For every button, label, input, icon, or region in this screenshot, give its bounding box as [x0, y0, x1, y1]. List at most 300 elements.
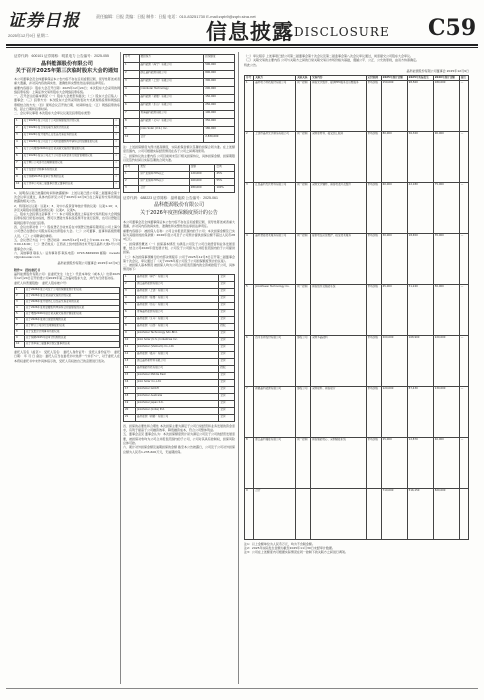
table-cell: 全资 — [219, 281, 235, 288]
table-cell: 2 — [124, 281, 136, 288]
table-cell — [296, 488, 311, 539]
table-cell: 江西晶科光伏材料有限公司 — [254, 182, 296, 233]
table-row — [245, 488, 469, 539]
attachment-footer: 委托人签名（盖章）： 受托人签名： 委托人身份证号： 受托人身份证号： 委托日期： 年 月 日 备注：委托人应当在委托书中选择一个并打“√”，对于委托人在本授权委托书中未作具体指示的，受托人有权按自己的意愿进行表决。 — [14, 350, 120, 363]
table-cell: 180,000 — [204, 127, 235, 135]
guarantee-notes — [123, 145, 235, 162]
announcement-related-transactions — [244, 54, 469, 694]
table-cell: 80,000 — [381, 131, 407, 182]
table-cell: JinkoPower Technology Co. — [254, 284, 296, 335]
table-row — [124, 379, 235, 386]
table-row — [124, 365, 235, 372]
paragraph: 注：上述担保额度为预计最高额度，实际担保金额以签署的担保合同为准。在上述额度范围内，公司可根据实际经营情况在各子公司之间调剂使用。 — [123, 145, 235, 154]
column-divider — [238, 52, 239, 684]
table-cell: 50,000 — [433, 284, 459, 335]
table-cell: 青海晶科能源有限公司 — [139, 111, 204, 119]
table-cell: 浙江晶科储能有限公司 — [254, 437, 296, 488]
table-row — [124, 79, 235, 87]
table-header-cell: 交易内容 — [311, 76, 367, 80]
table-cell: 全资 — [219, 386, 235, 393]
table-cell: √ — [114, 132, 120, 139]
table-cell: 晶科能源（楚雄）有限公司 — [136, 295, 219, 302]
table-cell: 同一控制 — [296, 233, 311, 284]
table-cell: JinkoSolar Japan K.K. — [136, 400, 219, 407]
table-cell: 10 — [15, 181, 23, 188]
announcement-shareholder-meeting — [14, 54, 120, 674]
table-row — [15, 342, 120, 348]
table-row — [124, 71, 235, 79]
paragraph: 本公司董事会及全体董事保证本公告内容不存在任何虚假记载、误导性陈述或者重大遗漏，并对其内容的真实性、准确性和完整性依法承担法律责任。 — [14, 77, 120, 86]
table-cell: 晶科能源（上饶）有限公司 — [139, 79, 204, 87]
table-cell: Jinko Solar (U.S.) Industries Inc. — [136, 337, 219, 344]
table-row — [245, 335, 469, 386]
paragraph: 晶科能源股份有限公司：兹委托先生（女士）代表本单位（或本人）出席2025年12月24日召开的贵公司2025年第三次临时股东大会，并代为行使表决权。 — [14, 272, 120, 281]
announcement-body-2 — [14, 191, 120, 260]
table-cell: 6 — [124, 103, 140, 111]
paragraph: 委托人持普通股数： 委托人股东帐户号： — [14, 280, 69, 285]
table-cell: 4 — [124, 295, 136, 302]
table-cell — [459, 488, 468, 539]
table-cell: 全资 — [219, 351, 235, 358]
table-cell: 控股 — [219, 323, 235, 330]
table-cell: 8 — [124, 119, 140, 127]
table-cell: 晶科能源（新疆）有限公司 — [136, 414, 219, 421]
table-row — [124, 407, 235, 414]
paragraph: 一、担保情况概述（一）担保基本情况 为满足公司及子公司日常经营和业务发展需要，结合公司2026年度发展计划，公司及子公司拟为合并报表范围内的子公司提供担保。 — [123, 241, 235, 255]
table-row — [124, 103, 235, 111]
table-cell: 10 — [124, 337, 136, 344]
table-cell: 序号 — [124, 55, 140, 63]
table-row — [124, 295, 235, 302]
table-cell: JinkoSolar GmbH — [136, 386, 219, 393]
table-cell: 市场价格 — [366, 80, 381, 131]
table-cell: 1 — [15, 118, 23, 125]
table-cell: 同一控制 — [296, 284, 311, 335]
table-cell: 关于2026年度以公司及子公司自有资金进行现金管理的议案 — [22, 153, 114, 160]
table-cell: 5 — [15, 312, 25, 318]
table-row — [124, 186, 235, 193]
table-row — [245, 80, 469, 131]
table-cell: 晶科能源（乐山）有限公司 — [139, 103, 204, 111]
table-cell: 同一控制 — [296, 437, 311, 488]
table-cell: 关于修订公司部分治理制度的议案 — [24, 324, 119, 330]
table-cell: JinkoSolar (Vietnam) Co.,Ltd. — [136, 344, 219, 351]
table-cell: 4 — [15, 306, 25, 312]
table-cell: 销售储能电芯、采购储能系统 — [311, 437, 367, 488]
table-cell: 采购光伏辅材、销售电池片及组件 — [311, 182, 367, 233]
table-row — [15, 139, 120, 146]
table-cell: 全资 — [219, 309, 235, 316]
table-cell: 10 — [124, 135, 140, 143]
table-cell: 关于2026年度开展外汇衍生品交易业务的议案 — [22, 132, 114, 139]
table-row — [245, 437, 469, 488]
table-cell: 晶科能源（山西）有限公司 — [136, 323, 219, 330]
paragraph: 六、其他事项 联系人：证券事务部 联系电话：0793-8469699 邮箱：investor@jinkosolar.com — [14, 250, 120, 260]
table-cell: 全资 — [219, 330, 235, 337]
table-cell: 全资 — [219, 393, 235, 400]
table-row — [124, 414, 235, 421]
table-notes — [244, 542, 469, 555]
attachment-title: 附件1：授权委托书 — [14, 267, 41, 272]
table-cell: 1 — [245, 80, 254, 131]
table-cell: 5 — [245, 284, 254, 335]
table-cell: 关于2026年度进行现金管理的议案 — [24, 318, 119, 324]
table-cell: 同一控制 — [296, 131, 311, 182]
table-cell: 销售光伏组件、提供EPC服务及运维服务 — [311, 80, 367, 131]
table-cell: 浙江晶科能源有限公司 — [139, 71, 204, 79]
table-cell: 类型 — [139, 165, 189, 172]
table-row — [124, 165, 235, 172]
table-cell: 9 — [124, 330, 136, 337]
table-cell: 500,000 — [204, 63, 235, 71]
table-cell: 资产负债率70%以上 — [139, 172, 189, 179]
table-cell: 参股公司 — [296, 386, 311, 437]
table-cell: 全资 — [219, 316, 235, 323]
table-cell: 350,000 — [204, 119, 235, 127]
table-cell: 7 — [245, 386, 254, 437]
table-cell: 1 — [124, 274, 136, 281]
paragraph: 重要内容提示：股东大会召开日期：2025年12月24日；本次股东大会采用的网络投票系统：上海证券交易所股东大会网络投票系统。 — [14, 85, 120, 94]
table-cell: 150,000 — [381, 80, 407, 131]
table-row — [124, 316, 235, 323]
paragraph: 二、被担保人基本情况 被担保人均为公司合并报表范围内的全资或控股子公司，具体情况如下： — [123, 263, 235, 272]
table-cell: 被担保方 — [139, 55, 204, 63]
column-divider — [120, 52, 121, 684]
table-cell: 55% — [215, 179, 235, 186]
table-row — [245, 131, 469, 182]
paragraph: 注3：公司在上述额度内可根据实际情况在同一控制下的关联方之间进行调剂。 — [244, 550, 348, 555]
table-cell: 3 — [124, 186, 139, 193]
table-cell: 12 — [124, 351, 136, 358]
table-row — [124, 344, 235, 351]
table-cell: 控股 — [219, 365, 235, 372]
table-cell: 关于续聘2025年度审计机构的议案 — [22, 174, 114, 181]
table-cell: 2 — [15, 294, 25, 300]
paragraph: 本公司董事会及全体董事保证本公告内容不存在任何虚假记载、误导性陈述或者重大遗漏，并对其内容的真实性、准确性和完整性依法承担法律责任。 — [123, 220, 235, 229]
table-cell: 全资 — [219, 400, 235, 407]
stock-code-header: 证券代码：688223 证券简称：晶科能源 公告编号：2025-061 — [123, 196, 218, 201]
table-cell: 7 — [15, 160, 23, 167]
table-cell: 全资 — [219, 302, 235, 309]
paragraph: 1、说明各议案已披露的时间和披露媒体：上述议案已经公司第二届董事会第十次会议审议通过，具体内容详见公司于2025年12月9日在上海证券交易所网站披露的相关公告。 — [14, 190, 120, 204]
table-row — [124, 95, 235, 103]
table-cell: 2,830,000 — [204, 135, 235, 143]
table-cell: 比例 — [215, 165, 235, 172]
table-row — [124, 386, 235, 393]
table-cell: 四川永祥股份有限公司 — [254, 335, 296, 386]
table-cell: 168,900 — [407, 335, 433, 386]
table-cell: √ — [114, 174, 120, 181]
issue-date: 2025年12月9日 星期二 — [8, 33, 49, 38]
table-cell: 250,000 — [204, 103, 235, 111]
table-cell: 12,870 — [407, 437, 433, 488]
table-cell: 全资 — [219, 344, 235, 351]
table-cell: √ — [114, 139, 120, 146]
table-cell: 担保额度 — [204, 55, 235, 63]
table-cell: 6 — [15, 153, 23, 160]
table-row — [15, 160, 120, 167]
table-cell: 关于续聘2025年度审计机构的议案 — [24, 336, 119, 342]
table-cell: 同一控制 — [296, 80, 311, 131]
table-cell: 75,000 — [433, 182, 459, 233]
masthead-rule — [6, 44, 478, 46]
table-cell: 18,650 — [407, 233, 433, 284]
table-cell: 合计 — [139, 135, 204, 143]
table-cell: 晶科能源（义乌）有限公司 — [136, 316, 219, 323]
table-row — [15, 125, 120, 132]
masthead-meta: 责任编辑：日报 美编：日报 制作：日报 电话：010-83251730 E-mail:zqrb9@zqrb.sina.net — [96, 14, 256, 19]
table-cell — [311, 488, 367, 539]
table-cell: 45,000 — [381, 284, 407, 335]
table-cell: 7 — [15, 324, 25, 330]
paragraph: 2、特别决议议案：议案1；3、对中小投资者单独计票的议案：议案1-10；4、涉及关联股东回避表决的议案：议案2、议案5。 — [14, 203, 120, 212]
table-cell: √ — [114, 167, 120, 174]
table-row — [124, 351, 235, 358]
paragraph: （三）关联交易的主要内容 公司与关联方之间的日常关联交易以市场价格为基础，遵循公平、公正、公允的原则，由双方协商确定。 — [244, 58, 419, 63]
stock-code-header: 证券代码：600101 证券简称：明星电力 公告编号：2025-055 — [14, 54, 109, 58]
signature: 晶科能源股份有限公司董事会 2025年12月9日 — [57, 261, 120, 266]
table-cell: 资产负债率70%以下 — [139, 179, 189, 186]
table-header-cell: 2025年预计金额 — [381, 76, 407, 80]
table-cell: 晶科能源（上饶）有限公司 — [136, 288, 219, 295]
table-cell: 序号 — [124, 165, 139, 172]
table-cell: 31,240 — [407, 284, 433, 335]
table-cell: 120,000 — [189, 172, 215, 179]
table-cell: 全资 — [219, 274, 235, 281]
newspaper-logo: 证券日报 — [8, 11, 80, 31]
table-row — [124, 111, 235, 119]
table-cell: 晶科能源（海宁）有限公司 — [139, 63, 204, 71]
table-cell: 1 — [124, 63, 140, 71]
table-cell: 关于2026年度日常关联交易预计的议案 — [22, 125, 114, 132]
table-header-cell: 序号 — [245, 76, 254, 80]
table-cell: 8 — [15, 330, 25, 336]
table-cell: 60,000 — [381, 182, 407, 233]
table-cell: 新疆晶科能源有限公司 — [254, 386, 296, 437]
table-cell: 关于2026年度日常关联交易预计的议案 — [24, 294, 119, 300]
table-row — [124, 358, 235, 365]
table-cell: 关于2026年度开展外汇衍生品交易业务的议案 — [24, 300, 119, 306]
table-cell: 6 — [124, 309, 136, 316]
table-row — [124, 274, 235, 281]
page-bottom-rule — [6, 688, 478, 689]
announcement-title: 关于2026年度担保额度预计的公告 — [140, 210, 218, 217]
table-cell: 45% — [215, 172, 235, 179]
table-cell: 220,000 — [433, 335, 459, 386]
table-row — [124, 281, 235, 288]
table-row — [15, 181, 120, 188]
table-cell: — — [459, 233, 468, 284]
table-row — [124, 119, 235, 127]
table-cell: — — [459, 182, 468, 233]
table-row — [124, 127, 235, 135]
table-cell: 35,000 — [433, 233, 459, 284]
table-cell: 全资 — [219, 358, 235, 365]
table-cell: 18 — [124, 393, 136, 400]
table-cell: 1 — [15, 288, 25, 294]
table-cell: 市场价格 — [366, 335, 381, 386]
table-row — [245, 284, 469, 335]
table-cell: Jinko Solar (U.S.) Inc. — [139, 127, 204, 135]
table-cell: — — [459, 335, 468, 386]
table-cell: 9 — [124, 127, 140, 135]
table-cell: 采购原材料、接受加工服务 — [311, 131, 367, 182]
table-cell: 市场价格 — [366, 182, 381, 233]
table-row — [124, 372, 235, 379]
table-cell: 6 — [245, 335, 254, 386]
table-cell: 8 — [245, 437, 254, 488]
announcement-guarantee — [123, 54, 235, 674]
table-cell: 2 — [124, 179, 139, 186]
table-cell: 56,320 — [407, 131, 433, 182]
table-cell: 3 — [124, 79, 140, 87]
table-cell: 销售组件及储能系统 — [311, 284, 367, 335]
table-cell: 120,000 — [381, 386, 407, 437]
table-cell: 关于2026年度向金融机构申请综合授信额度的议案 — [24, 306, 119, 312]
table-cell: 市场价格 — [366, 131, 381, 182]
table-cell: 200,000 — [381, 335, 407, 386]
table-cell: Jinko Solar Co.,Ltd. — [136, 379, 219, 386]
table-cell: 516,150 — [407, 488, 433, 539]
masthead-rule-thin — [6, 47, 478, 48]
table-cell: JinkoSolar Australia — [136, 393, 219, 400]
table-cell: 21 — [124, 414, 136, 421]
announcement-body — [244, 54, 469, 67]
table-cell: 关于增加2026年度日常关联交易预计额度的议案 — [24, 312, 119, 318]
table-row — [124, 55, 235, 63]
table-cell: 820,000 — [433, 488, 459, 539]
table-cell: 金额 — [189, 165, 215, 172]
table-cell: √ — [114, 146, 120, 153]
paragraph: 三、股东大会投票注意事项（一）本公司股东通过上海证券交易所股东大会网络投票系统行使表决权的，既可以登陆交易系统投票平台进行投票，也可以登陆互联网投票平台进行投票。 — [14, 212, 120, 225]
paragraph: 注2：2025年实际发生金额为截至2025年11月30日未经审计数据。 — [244, 546, 335, 550]
table-cell: 5 — [15, 146, 23, 153]
table-cell: √ — [114, 160, 120, 167]
table-cell: 25,000 — [381, 437, 407, 488]
table-cell: 晶科能源（乐山）有限公司 — [136, 302, 219, 309]
section-title: 信息披露 — [206, 20, 294, 44]
table-cell: 同一控制 — [296, 182, 311, 233]
table-cell: 全资 — [219, 414, 235, 421]
announcement-body-2 — [123, 424, 235, 454]
table-cell: 全资 — [219, 288, 235, 295]
table-cell: 16 — [124, 379, 136, 386]
table-cell: — — [459, 437, 468, 488]
table-cell: 3 — [245, 182, 254, 233]
table-row — [245, 233, 469, 284]
table-row — [124, 179, 235, 186]
section-title-en: DISCLOSURE — [294, 25, 390, 39]
table-row — [124, 288, 235, 295]
table-row — [124, 172, 235, 179]
company-name: 晶科能源股份有限公司 — [153, 202, 204, 209]
table-cell: JinkoSolar (India) Pvt. — [136, 407, 219, 414]
table-cell: 4 — [245, 233, 254, 284]
table-cell: 市场价格 — [366, 386, 381, 437]
table-row — [124, 330, 235, 337]
table-cell: JinkoSolar Technology Sdn.Bhd. — [136, 330, 219, 337]
table-cell: 300,000 — [204, 79, 235, 87]
table-cell: 晶科能源（楚雄）有限公司 — [139, 95, 204, 103]
paragraph: 三、担保协议的主要内容 公司目前尚未签订相关担保协议，具体担保金额、担保期限以及签约时间以实际签署的合同为准。 — [123, 153, 235, 162]
table-cell: 关于2026年度公司及子公司担保额度预计的议案 — [24, 288, 119, 294]
table-cell: 15 — [124, 372, 136, 379]
table-cell: 6 — [15, 318, 25, 324]
table-cell: 关于变更会计师事务所的议案 — [22, 167, 114, 174]
table-cell: √ — [114, 125, 120, 132]
table-row — [15, 146, 120, 153]
table-row — [124, 87, 235, 95]
table-cell: 800,000 — [204, 71, 235, 79]
table-cell: 晶科电力科技股份有限公司 — [254, 80, 296, 131]
table-cell: 合计 — [139, 186, 189, 193]
related-transaction-table — [244, 75, 469, 539]
table-cell: 关于选举第二届董事会独立董事的议案 — [24, 342, 119, 348]
table-cell: 晶科能源（海宁）有限公司 — [136, 274, 219, 281]
table-cell: 8 — [124, 323, 136, 330]
table-row — [15, 132, 120, 139]
table-cell: 9 — [15, 174, 23, 181]
paragraph: 四、担保的必要性和合理性 本次担保主要为满足子公司日常经营和业务发展的资金需求，有利于提高子公司融资效率、降低融资成本，符合公司整体利益。 — [123, 423, 235, 433]
guarantee-amount-table — [123, 54, 235, 143]
table-cell: 市场价格 — [366, 284, 381, 335]
table-cell: 7 — [124, 316, 136, 323]
table-cell: 280,000 — [189, 186, 215, 193]
paragraph: （二）审议程序 上述事项已经公司第二届董事会第十次会议及第二届监事会第八次会议审议通过，尚需提交公司股东大会审议。 — [244, 54, 413, 58]
table-cell: 市场价格 — [366, 233, 381, 284]
table-cell: 130,000 — [433, 386, 459, 437]
signature: 晶科能源股份有限公司董事会 2025年12月9日 — [406, 68, 469, 73]
table-row — [15, 153, 120, 160]
paragraph: 五、董事会意见 董事会认为：本次担保额度预计是为满足公司及子公司的经营发展需要，被担保对象均为公司合并报表范围内的子公司，公司对其具有控制权，担保风险总体可控。 — [123, 432, 235, 445]
table-row — [124, 302, 235, 309]
table-cell: 100% — [215, 186, 235, 193]
table-row — [15, 167, 120, 174]
table-cell: 5 — [124, 302, 136, 309]
table-cell: 14 — [124, 365, 136, 372]
table-cell: 浙江晶科新材料有限公司 — [136, 358, 219, 365]
table-cell: 青海晶科能源有限公司 — [136, 309, 219, 316]
table-cell: — — [459, 386, 468, 437]
table-cell: 3 — [124, 288, 136, 295]
paragraph: 注1：以上金额单位为人民币万元，均为不含税金额。 — [244, 541, 315, 546]
attachment-body — [14, 272, 120, 285]
table-cell: 150,000 — [204, 95, 235, 103]
table-cell: 2 — [124, 71, 140, 79]
table-cell: 100,000 — [204, 111, 235, 119]
table-cell: 参股公司 — [296, 335, 311, 386]
table-header-cell: 2025年实际发生 — [407, 76, 433, 80]
table-row — [15, 118, 120, 125]
table-cell: 采购硅料、销售硅片 — [311, 386, 367, 437]
paragraph: 六、累计对外担保金额及逾期担保的金额 截至本公告披露日，公司及子公司对外担保总额为人民币1,235,600万元，无逾期担保。 — [123, 445, 235, 454]
table-cell: 10 — [15, 342, 25, 348]
table-cell: 4 — [124, 87, 140, 95]
table-cell: 5 — [124, 95, 140, 103]
table-row — [124, 135, 235, 143]
table-cell: 19 — [124, 400, 136, 407]
table-cell: 关于2026年度公司及子公司担保额度预计的议案 — [22, 118, 114, 125]
table-cell: 关于变更会计师事务所的议案 — [24, 330, 119, 336]
table-cell: 晶科能源（嘉兴）有限公司 — [136, 351, 219, 358]
table-header-cell: 关联关系 — [296, 76, 311, 80]
table-row — [15, 174, 120, 181]
table-cell: 87,430 — [407, 386, 433, 437]
paragraph: （二）本次担保事项履行的内部决策程序 公司于2025年12月8日召开第二届董事会第十次会议，审议通过了《关于2026年度公司及子公司担保额度预计的议案》。 — [123, 254, 235, 263]
table-cell: 浙江晶科能源有限公司 — [136, 281, 219, 288]
guarantee-summary-table — [123, 164, 235, 193]
paragraph: 一、召开会议的基本情况（一）股东大会类型和届次；（二）股东大会召集人：董事会；（三）投票方式：本次股东大会所采用的表决方式是现场投票和网络投票相结合的方式；（四）现场会议召开的日期、时间和地点；（五）网络投票的系统、起止日期和投票时间。 — [14, 94, 120, 112]
